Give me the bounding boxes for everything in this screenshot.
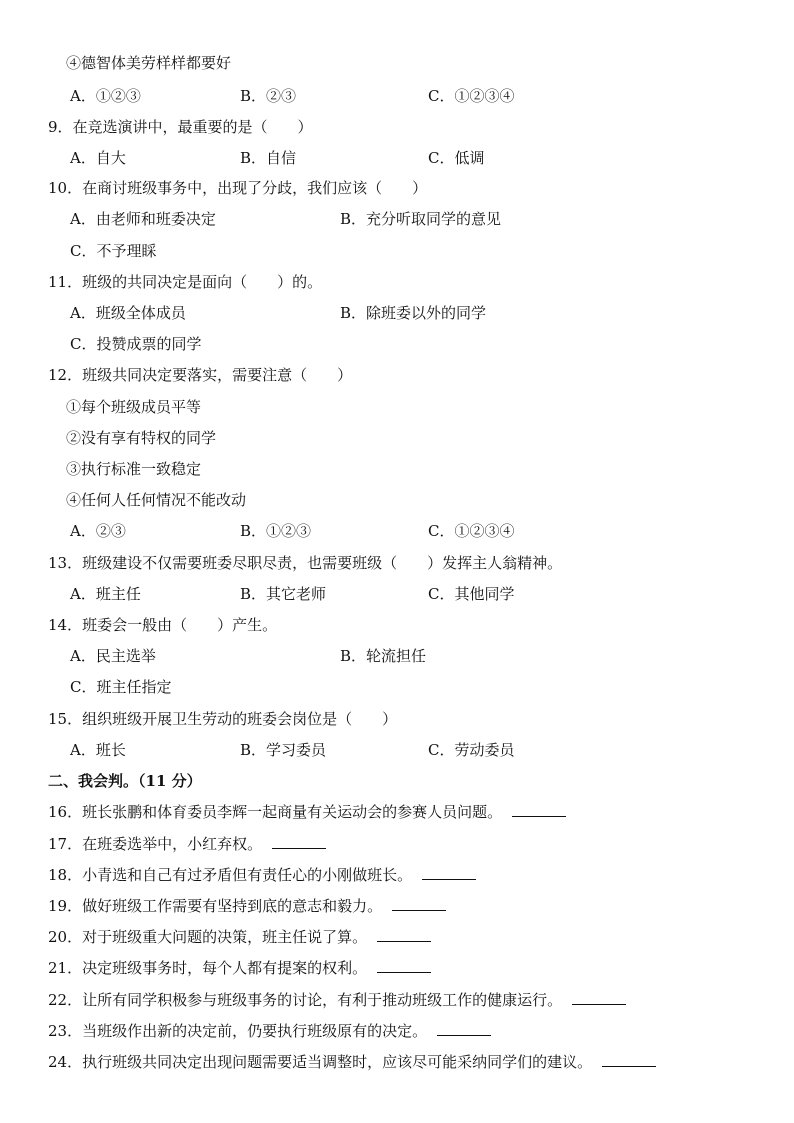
q15-option-b: B．学习委员 (240, 741, 327, 759)
q13-stem: 13．班级建设不仅需要班委尽职尽责，也需要班级（ ）发挥主人翁精神。 (48, 554, 563, 572)
q12-item-4: ④任何人任何情况不能改动 (66, 491, 247, 509)
q15-option-c: C．劳动委员 (428, 741, 515, 759)
q9-option-c: C．低调 (428, 149, 485, 167)
answer-blank[interactable] (422, 865, 476, 880)
q12-item-3: ③执行标准一致稳定 (66, 460, 202, 478)
q14-stem: 14．班委会一般由（ ）产生。 (48, 616, 278, 634)
q11-option-a: A．班级全体成员 (70, 304, 186, 322)
q11-stem: 11．班级的共同决定是面向（ ）的。 (48, 273, 323, 291)
q10-option-a: A．由老师和班委决定 (70, 210, 216, 228)
judge-item-20: 20．对于班级重大问题的决策，班主任说了算。 (48, 927, 431, 947)
q10-option-c: C．不予理睬 (70, 242, 157, 260)
judge-item-24: 24．执行班级共同决定出现问题需要适当调整时，应该尽可能采纳同学们的建议。 (48, 1052, 656, 1072)
q12-option-b: B．①②③ (240, 522, 312, 540)
q13-option-a: A．班主任 (70, 585, 141, 603)
q13-option-b: B．其它老师 (240, 585, 327, 603)
q11-option-b: B．除班委以外的同学 (340, 304, 487, 322)
answer-blank[interactable] (572, 990, 626, 1005)
q12-stem: 12．班级共同决定要落实，需要注意（ ） (48, 366, 353, 384)
answer-blank[interactable] (377, 958, 431, 973)
q9-option-b: B．自信 (240, 149, 297, 167)
answer-blank[interactable] (272, 834, 326, 849)
q14-option-a: A．民主选举 (70, 647, 156, 665)
q15-stem: 15．组织班级开展卫生劳动的班委会岗位是（ ） (48, 710, 398, 728)
judge-item-21: 21．决定班级事务时，每个人都有提案的权利。 (48, 958, 431, 978)
judge-item-23: 23．当班级作出新的决定前，仍要执行班级原有的决定。 (48, 1021, 491, 1041)
answer-blank[interactable] (512, 802, 566, 817)
q9-option-a: A．自大 (70, 149, 126, 167)
q12-item-1: ①每个班级成员平等 (66, 398, 202, 416)
q12-item-2: ②没有享有特权的同学 (66, 429, 217, 447)
section-2-title: 二、我会判。（11 分） (48, 772, 202, 790)
answer-blank[interactable] (602, 1052, 656, 1067)
q14-option-b: B．轮流担任 (340, 647, 427, 665)
answer-blank[interactable] (377, 927, 431, 942)
q9-stem: 9．在竞选演讲中，最重要的是（ ） (48, 118, 313, 136)
judge-item-17: 17．在班委选举中，小红弃权。 (48, 834, 326, 854)
judge-item-18: 18．小青选和自己有过矛盾但有责任心的小刚做班长。 (48, 865, 476, 885)
judge-item-16: 16．班长张鹏和体育委员李辉一起商量有关运动会的参赛人员问题。 (48, 802, 566, 822)
answer-blank[interactable] (392, 896, 446, 911)
answer-blank[interactable] (437, 1021, 491, 1036)
q14-option-c: C．班主任指定 (70, 678, 172, 696)
q8-option-c: C．①②③④ (428, 87, 515, 105)
q8-option-b: B．②③ (240, 87, 297, 105)
q10-stem: 10．在商讨班级事务中，出现了分歧，我们应该（ ） (48, 179, 428, 197)
q13-option-c: C．其他同学 (428, 585, 515, 603)
q15-option-a: A．班长 (70, 741, 126, 759)
q12-option-a: A．②③ (70, 522, 126, 540)
q10-option-b: B．充分听取同学的意见 (340, 210, 502, 228)
q11-option-c: C．投赞成票的同学 (70, 335, 202, 353)
q8-option-a: A．①②③ (70, 87, 141, 105)
judge-item-19: 19．做好班级工作需要有坚持到底的意志和毅力。 (48, 896, 446, 916)
q8-item-4: ④德智体美劳样样都要好 (66, 54, 232, 72)
q12-option-c: C．①②③④ (428, 522, 515, 540)
judge-item-22: 22．让所有同学积极参与班级事务的讨论，有利于推动班级工作的健康运行。 (48, 990, 626, 1010)
